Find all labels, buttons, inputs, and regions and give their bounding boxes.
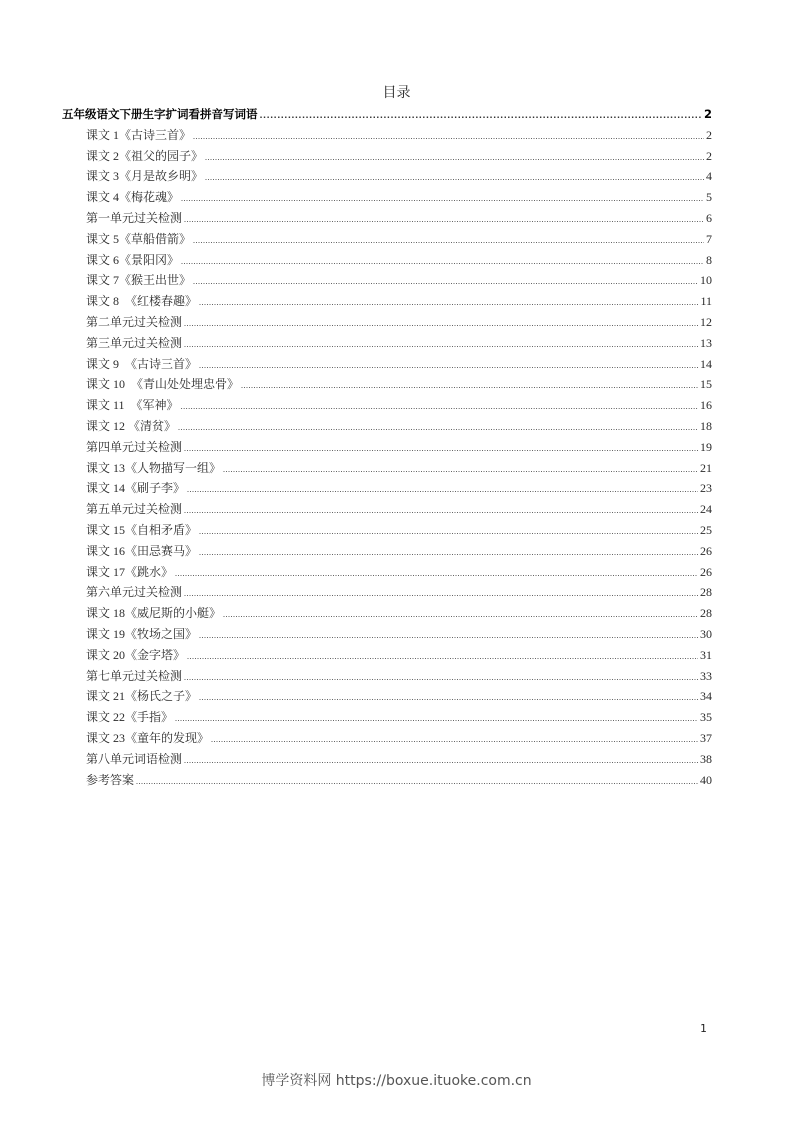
- toc-entry[interactable]: [62, 416, 712, 437]
- toc-entry-page: 38: [700, 751, 712, 766]
- toc-entry-label: 课文 18《威尼斯的小艇》: [86, 606, 222, 621]
- toc-entry-label: 课文 13《人物描写一组》: [86, 460, 222, 475]
- toc-entry-page: 12: [700, 314, 712, 329]
- toc-entry[interactable]: [62, 333, 712, 354]
- toc-entry-page: 19: [700, 439, 712, 454]
- toc-entry-label: 第八单元词语检测: [86, 751, 183, 766]
- toc-entry-page: 31: [700, 647, 712, 662]
- toc-entry[interactable]: [62, 582, 712, 603]
- toc-entry-page: 25: [700, 522, 712, 537]
- toc-entry-label: 课文 3《月是故乡明》: [86, 169, 204, 184]
- dot-leader: [187, 480, 698, 501]
- toc-entry[interactable]: [62, 374, 712, 395]
- toc-entry-page: 5: [706, 190, 712, 205]
- toc-entry-page: 8: [706, 252, 712, 267]
- toc-entry-page: 28: [700, 606, 712, 621]
- dot-leader: [205, 168, 704, 189]
- toc-entry-page: 6: [706, 210, 712, 225]
- dot-leader: [205, 148, 704, 169]
- toc-entry[interactable]: [62, 270, 712, 291]
- toc-entry-label: 课文 15《自相矛盾》: [86, 522, 198, 537]
- dot-leader: [211, 730, 698, 751]
- dot-leader: [175, 709, 698, 730]
- toc-entry-page: 26: [700, 564, 712, 579]
- toc-entry[interactable]: [62, 707, 712, 728]
- toc-entry[interactable]: [62, 478, 712, 499]
- toc-entry-label: 课文 11 《军神》: [86, 398, 179, 413]
- toc-entry-page: 15: [700, 377, 712, 392]
- toc-entry-page: 10: [700, 273, 712, 288]
- dot-leader: [199, 522, 698, 543]
- watermark: 博学资料网 https://boxue.ituoke.com.cn: [261, 1073, 532, 1089]
- toc-entry-page: 14: [700, 356, 712, 371]
- dot-leader: [223, 605, 698, 626]
- toc-entry-label: 第二单元过关检测: [86, 314, 183, 329]
- toc-entry-page: 37: [700, 730, 712, 745]
- toc-entry-label: 课文 10 《青山处处埋忠骨》: [86, 377, 240, 392]
- toc-entry-page: 11: [700, 294, 712, 309]
- toc-entry[interactable]: [62, 146, 712, 167]
- toc-entry[interactable]: [62, 520, 712, 541]
- toc-entry-label: 课文 22《手指》: [86, 710, 174, 725]
- toc-entry-label: 五年级语文下册生字扩词看拼音写词语: [62, 107, 258, 121]
- toc-entry[interactable]: [62, 312, 712, 333]
- toc-entry-page: 13: [700, 335, 712, 350]
- toc-entry-page: 16: [700, 398, 712, 413]
- toc-entry[interactable]: [62, 437, 712, 458]
- toc-entry[interactable]: [62, 603, 712, 624]
- toc-entry-page: 2: [703, 107, 712, 121]
- dot-leader: [193, 127, 704, 148]
- toc-entry[interactable]: [62, 458, 712, 479]
- toc-entry-page: 2: [706, 148, 712, 163]
- toc-entry-label: 课文 1《古诗三首》: [86, 127, 192, 142]
- toc-entry[interactable]: [62, 666, 712, 687]
- dot-leader: [193, 231, 704, 252]
- toc-entry-label: 课文 2《祖父的园子》: [86, 148, 204, 163]
- toc-entry-label: 课文 8 《红楼春趣》: [86, 294, 198, 309]
- toc-entry-label: 第一单元过关检测: [86, 210, 183, 225]
- toc-title: 目录: [382, 86, 411, 101]
- toc-entry-label: 课文 20《金字塔》: [86, 647, 186, 662]
- toc-entry[interactable]: [62, 166, 712, 187]
- dot-leader: [184, 501, 698, 522]
- toc-entry-label: 课文 19《牧场之国》: [86, 626, 198, 641]
- dot-leader: [199, 688, 698, 709]
- toc-entry[interactable]: [62, 499, 712, 520]
- toc-entry-label: 课文 7《猴王出世》: [86, 273, 192, 288]
- toc-entry[interactable]: [62, 395, 712, 416]
- toc-entry-label: 课文 14《刷子李》: [86, 481, 186, 496]
- toc-entry-page: 26: [700, 543, 712, 558]
- toc-entry[interactable]: [62, 749, 712, 770]
- dot-leader: [181, 252, 704, 273]
- toc-entry-label: 课文 5《草船借箭》: [86, 231, 192, 246]
- toc-entry-page: 21: [700, 460, 712, 475]
- toc-entry-page: 23: [700, 481, 712, 496]
- dot-leader: [184, 335, 698, 356]
- toc-entry-label: 课文 17《跳水》: [86, 564, 174, 579]
- toc-entry[interactable]: [62, 291, 712, 312]
- toc-entry-page: 33: [700, 668, 712, 683]
- toc-entry-page: 28: [700, 585, 712, 600]
- toc-entry-label: 第七单元过关检测: [86, 668, 183, 683]
- toc-entry[interactable]: [62, 208, 712, 229]
- dot-leader: [199, 293, 698, 314]
- dot-leader: [241, 376, 698, 397]
- toc-entry-label: 课文 9 《古诗三首》: [86, 356, 198, 371]
- dot-leader: [181, 397, 698, 418]
- toc-entry-label: 课文 4《梅花魂》: [86, 190, 180, 205]
- dot-leader: [184, 584, 698, 605]
- toc-entry-page: 30: [700, 626, 712, 641]
- toc-entry[interactable]: [62, 354, 712, 375]
- toc-entry-page: 18: [700, 418, 712, 433]
- toc-entry-label: 课文 16《田忌赛马》: [86, 543, 198, 558]
- toc-entry[interactable]: [62, 728, 712, 749]
- toc-entry-label: 课文 21《杨氏之子》: [86, 689, 198, 704]
- toc-entry-label: 参考答案: [86, 772, 135, 787]
- table-of-contents: [62, 104, 712, 790]
- dot-leader: [184, 210, 704, 231]
- dot-leader: [184, 751, 698, 772]
- toc-entry[interactable]: [62, 250, 712, 271]
- toc-entry-page: 34: [700, 689, 712, 704]
- toc-entry-page: 2: [706, 127, 712, 142]
- page-number: 1: [700, 1022, 707, 1035]
- dot-leader: [199, 543, 698, 564]
- dot-leader: [223, 460, 698, 481]
- toc-entry[interactable]: [62, 541, 712, 562]
- toc-entry-label: 第四单元过关检测: [86, 439, 183, 454]
- toc-entry-label: 课文 6《景阳冈》: [86, 252, 180, 267]
- toc-entry-label: 课文 12 《清贫》: [86, 418, 177, 433]
- dot-leader: [175, 564, 698, 585]
- toc-entry-label: 第三单元过关检测: [86, 335, 183, 350]
- toc-entry-page: 4: [706, 169, 712, 184]
- dot-leader: [193, 272, 698, 293]
- toc-entry-label: 第六单元过关检测: [86, 585, 183, 600]
- toc-entry-page: 24: [700, 502, 712, 517]
- dot-leader: [136, 772, 698, 793]
- toc-entry-page: 40: [700, 772, 712, 787]
- toc-entry[interactable]: [62, 187, 712, 208]
- dot-leader: [184, 668, 698, 689]
- dot-leader: [184, 314, 698, 335]
- toc-entry-label: 第五单元过关检测: [86, 502, 183, 517]
- toc-entry[interactable]: [62, 770, 712, 791]
- dot-leader: [181, 189, 704, 210]
- dot-leader: [199, 356, 698, 377]
- dot-leader: [187, 647, 698, 668]
- toc-entry[interactable]: [62, 686, 712, 707]
- dot-leader: [184, 439, 698, 460]
- toc-entry[interactable]: [62, 229, 712, 250]
- toc-entry-page: 7: [706, 231, 712, 246]
- toc-entry[interactable]: [62, 125, 712, 146]
- dot-leader: [260, 106, 702, 127]
- toc-entry-page: 35: [700, 710, 712, 725]
- toc-entry[interactable]: [62, 645, 712, 666]
- toc-entry-label: 课文 23《童年的发现》: [86, 730, 210, 745]
- dot-leader: [178, 418, 698, 439]
- toc-entry[interactable]: [62, 562, 712, 583]
- dot-leader: [199, 626, 698, 647]
- toc-entry[interactable]: [62, 624, 712, 645]
- toc-heading-entry[interactable]: [62, 104, 712, 125]
